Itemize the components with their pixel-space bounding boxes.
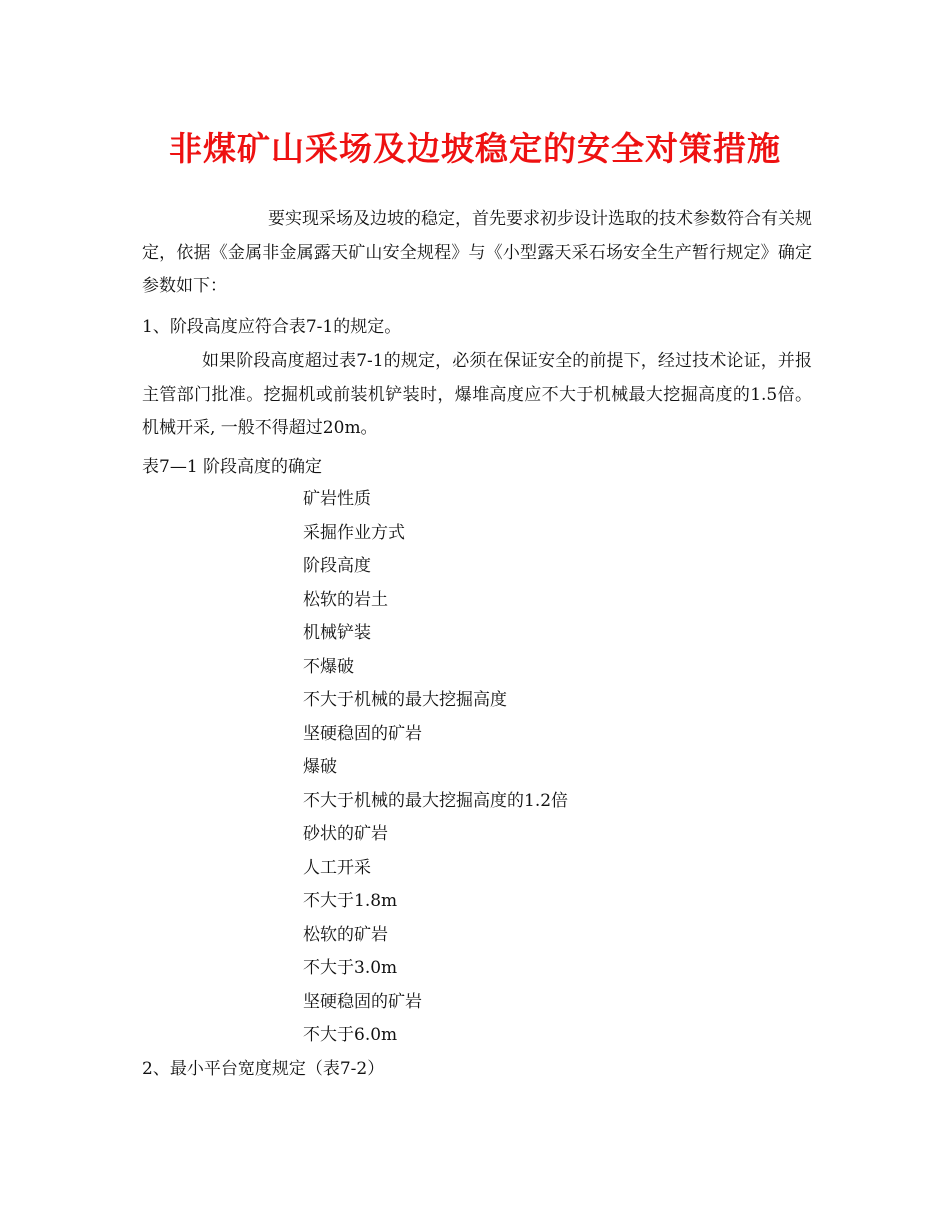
- section-1-heading: 1、阶段高度应符合表7-1的规定。: [142, 317, 402, 337]
- table-cell: 松软的岩土: [303, 589, 388, 610]
- table-cell: 爆破: [303, 757, 337, 777]
- section-1-paragraph: 如果阶段高度超过表7-1的规定，必须在保证安全的前提下，经过技术论证，并报主管部门批准。挖掘机或前装机铲装时，爆堆高度应不大于机械最大挖掘高度的1.5倍。机械开采, 一般不得超过20m。: [142, 351, 812, 438]
- table-cell: 坚硬稳固的矿岩: [303, 991, 422, 1012]
- document-title: 非煤矿山采场及边坡稳定的安全对策措施: [169, 129, 781, 168]
- table-cell: 机械铲装: [303, 623, 371, 643]
- table-7-1-cells: [303, 483, 568, 1053]
- section-2-heading: 2、最小平台宽度规定（表7-2）: [142, 1059, 385, 1079]
- table-cell: 不大于1.8m: [303, 891, 398, 911]
- table-cell: 松软的矿岩: [303, 924, 388, 945]
- table-cell: 不大于机械的最大挖掘高度的1.2倍: [303, 790, 569, 811]
- table-cell: 坚硬稳固的矿岩: [303, 723, 422, 744]
- table-caption: 表7—1 阶段高度的确定: [142, 457, 323, 477]
- table-cell: 不爆破: [303, 656, 354, 677]
- table-cell: 不大于机械的最大挖掘高度: [303, 690, 507, 710]
- table-cell: 人工开采: [303, 857, 371, 878]
- table-cell: 不大于3.0m: [303, 958, 398, 978]
- table-cell: 矿岩性质: [303, 489, 371, 509]
- table-cell: 阶段高度: [303, 556, 371, 576]
- table-cell: 砂状的矿岩: [303, 824, 388, 844]
- table-cell: 不大于6.0m: [303, 1025, 398, 1045]
- intro-paragraph: 要实现采场及边坡的稳定，首先要求初步设计选取的技术参数符合有关规定，依据《金属非金属露天矿山安全规程》与《小型露天采石场安全生产暂行规定》确定参数如下：: [142, 209, 812, 296]
- table-cell: 采掘作业方式: [303, 522, 405, 543]
